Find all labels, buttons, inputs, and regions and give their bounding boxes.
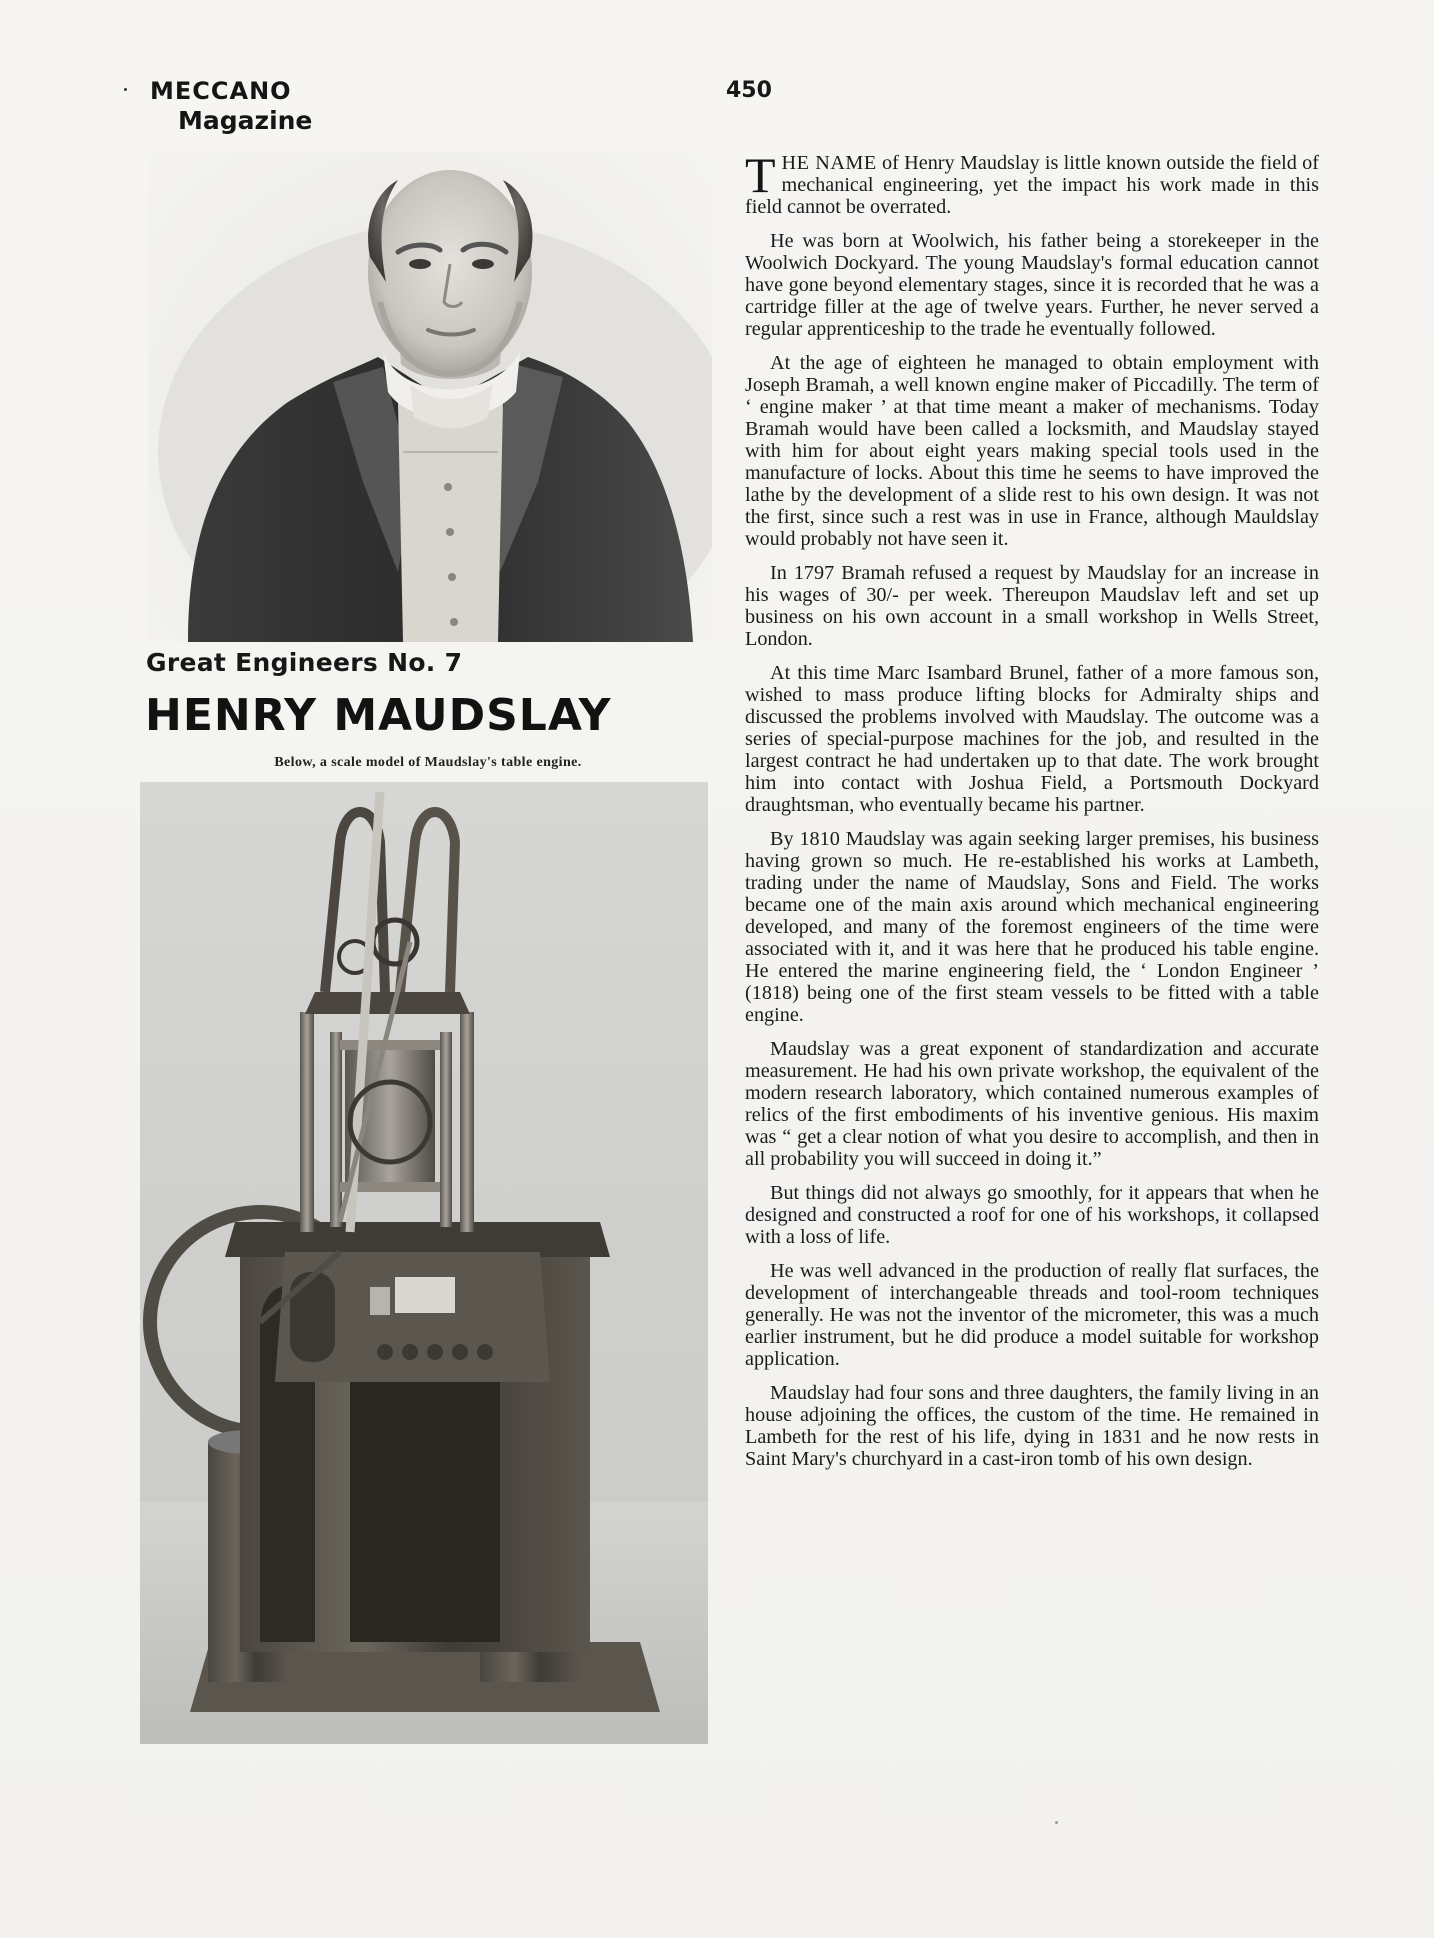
page-number: 450	[726, 78, 772, 103]
masthead-line1: MECCANO	[150, 76, 350, 106]
paper-speck	[1055, 1821, 1058, 1824]
article-paragraph: Maudslay had four sons and three daughters, the family living in an house adjoining the offices, the custom of the time. He remained in Lambeth for the rest of his life, dying in 1831 and he now rests in Saint Mary's churchyard in a cast-iron tomb of his own design.	[745, 1382, 1319, 1470]
portrait-engraving	[148, 152, 712, 642]
article-body	[745, 147, 1319, 1482]
photo-caption: Below, a scale model of Maudslay's table engine.	[274, 755, 582, 770]
series-title: Great Engineers No. 7	[146, 648, 463, 677]
lead-text: of Henry Maudslay is little known outside the field of mechanical engineering, yet the impact his work made in this field cannot be overrated.	[745, 152, 1319, 218]
drop-cap: T	[745, 147, 776, 203]
lead-smallcaps: HE NAME	[781, 152, 877, 174]
article-paragraph: In 1797 Bramah refused a request by Maudslay for an increase in his wages of 30/- per week. Thereupon Maudslav left and set up business on his own account in a small workshop in Wells Street, London.	[745, 562, 1319, 650]
table-engine-photo	[140, 782, 708, 1744]
masthead-line2: Magazine	[178, 106, 313, 135]
article-paragraph: He was born at Woolwich, his father being a storekeeper in the Woolwich Dockyard. The young Maudslay's formal education cannot have gone beyond elementary stages, since it is recorded that he was a cartridge filler at the age of twelve years. Further, he never served a regular apprenticeship to the trade he eventually followed.	[745, 230, 1319, 340]
article-lead-paragraph	[745, 147, 1319, 218]
headline: HENRY MAUDSLAY	[145, 690, 612, 741]
masthead	[150, 76, 350, 136]
article-paragraph: He was well advanced in the production of really flat surfaces, the development of interchangeable threads and tool-room techniques generally. He was not the inventor of the micrometer, this was a much earlier instrument, but he did produce a model suitable for workshop application.	[745, 1260, 1319, 1370]
article-paragraph: Maudslay was a great exponent of standardization and accurate measurement. He had his own private workshop, the equivalent of the modern research laboratory, which contained numerous examples of relics of the first embodiments of his inventive genious. His maxim was “ get a clear notion of what you desire to accomplish, and then in all probability you will succeed in doing it.”	[745, 1038, 1319, 1170]
article-paragraph: But things did not always go smoothly, for it appears that when he designed and constructed a roof for one of his workshops, it collapsed with a loss of life.	[745, 1182, 1319, 1248]
article-paragraph: At this time Marc Isambard Brunel, father of a more famous son, wished to mass produce lifting blocks for Admiralty ships and discussed the problems involved with Maudslay. The outcome was a series of special-purpose machines for the job, and resulted in the largest contract he had undertaken up to that date. The work brought him into contact with Joshua Field, a Portsmouth Dockyard draughtsman, who eventually became his partner.	[745, 662, 1319, 816]
article-paragraph: By 1810 Maudslay was again seeking larger premises, his business having grown so much. He re-established his works at Lambeth, trading under the name of Maudslay, Sons and Field. The works became one of the main axis around which mechanical engineering developed, and many of the foremost engineers of the time were associated with it, and it was here that he produced his table engine. He entered the marine engineering field, the ‘ London Engineer ’ (1818) being one of the first steam vessels to be fitted with a table engine.	[745, 828, 1319, 1026]
article-paragraph: At the age of eighteen he managed to obtain employment with Joseph Bramah, a well known engine maker of Piccadilly. The term of ‘ engine maker ’ at that time meant a maker of mechanisms. Today Bramah would have been called a locksmith, and Maudslay stayed with him for about eight years making special tools used in the manufacture of locks. About this time he seems to have improved the lathe by the development of a slide rest to his own design. It was not the first, since such a rest was in use in France, although Mauldslay would probably not have seen it.	[745, 352, 1319, 550]
